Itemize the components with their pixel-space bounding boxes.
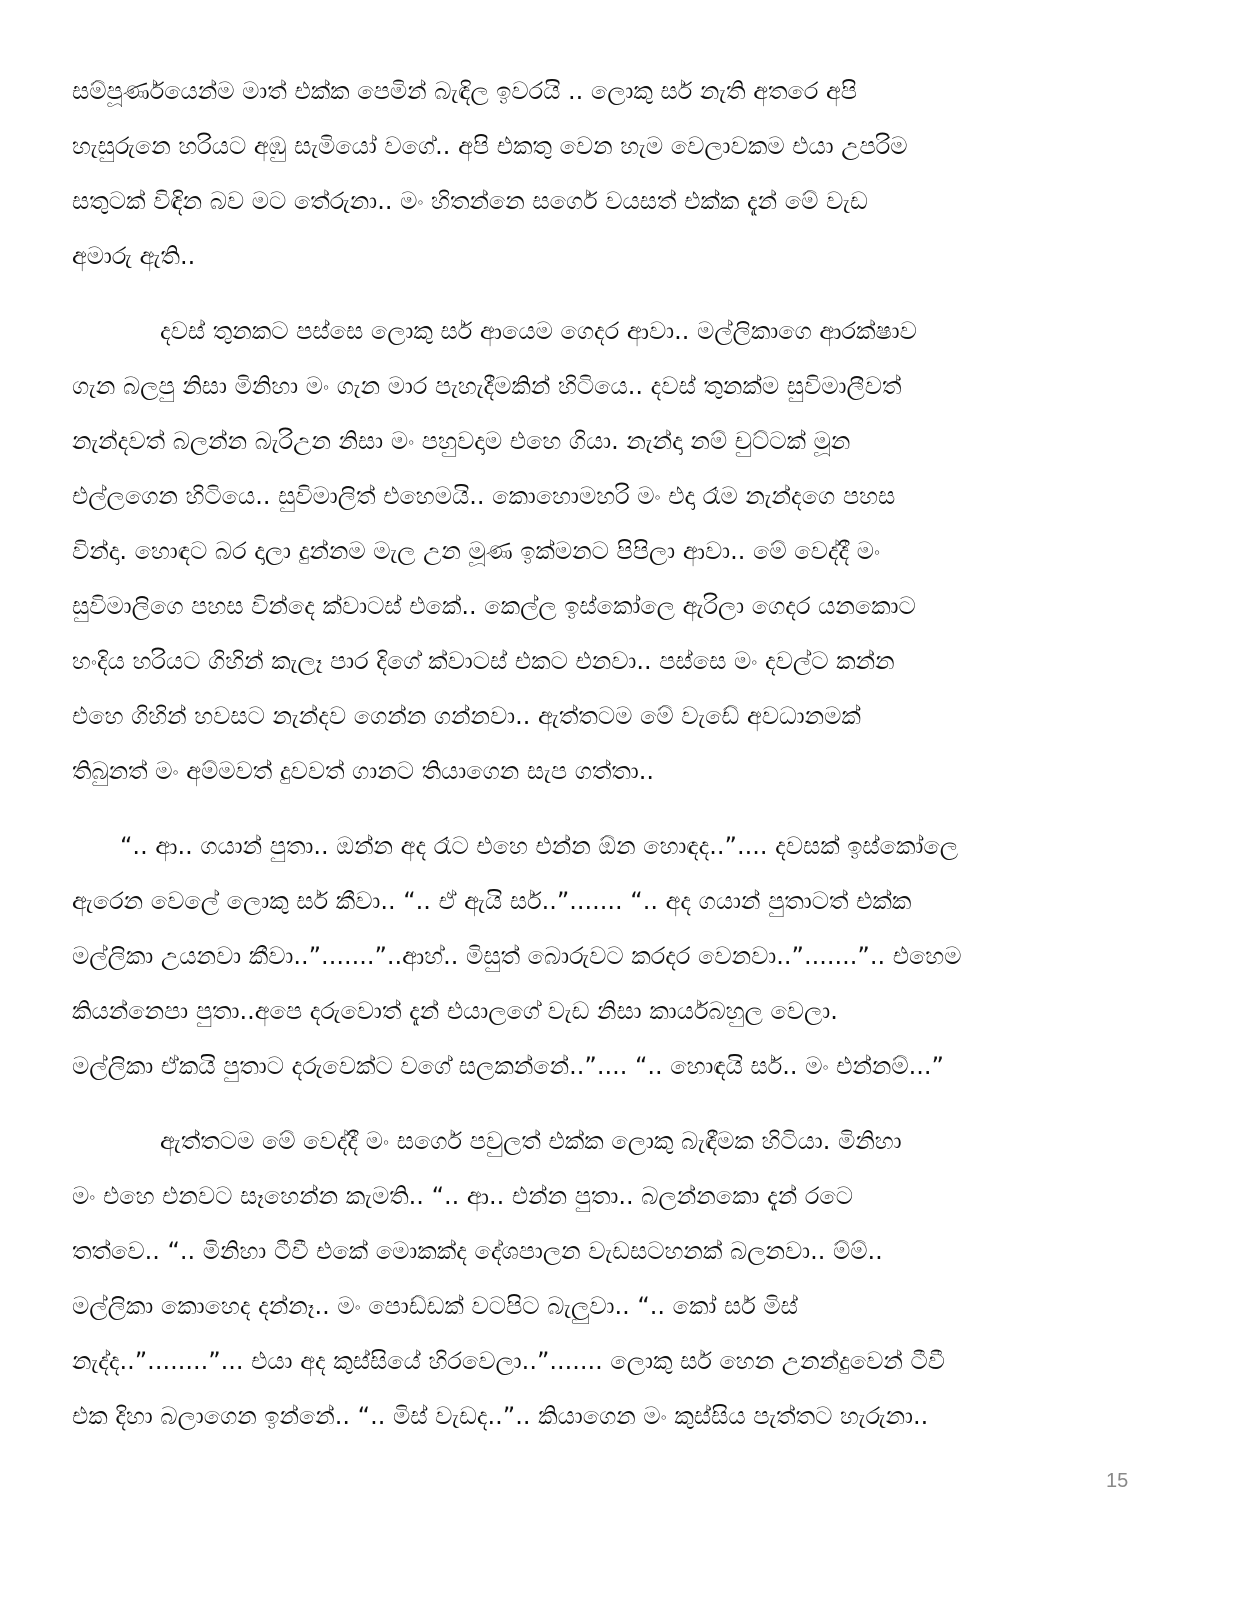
paragraph-3 [72, 819, 1152, 1094]
text-line: සතුටක් විඳින බව මට තේරුනා.. මං හිතන්නෙ සර්ගෙ වයසත් එක්ක දැන් මේ වැඩ [72, 187, 868, 215]
text-line: තිබුනත් මං අම්මවත් දුවවත් ගානට තියාගෙන සැප ගත්තා.. [72, 757, 654, 785]
text-line: තත්වෙ.. “.. මිනිහා ටීවී එකේ මොකක්ද දේශපාලන වැඩසටහනක් බලනවා.. ම්ම්.. [72, 1237, 883, 1265]
text-line: නැද්ද..”........”... එයා අද කුස්සියේ හිරවෙලා..”....... ලොකු සර් හෙන උනන්දුවෙන් ටීවී [72, 1347, 945, 1375]
text-line: නැන්දවත් බලන්න බැරිඋන නිසා මං පහුවදාම එහෙ ගියා. නැන්දා නම් චුට්ටක් මූන [72, 427, 851, 455]
text-line: “.. ආ.. ගයාන් පුතා.. ඔන්න අද රෑට එහෙ එන්න ඕන හොඳද..”.... දවසක් ඉස්කෝලෙ [120, 832, 959, 860]
text-line: ගැන බලපු නිසා මිනිහා මං ගැන මාර පැහැදීමකින් හිටියෙ.. දවස් තුනක්ම සුවිමාලීවත් [72, 372, 902, 400]
text-line: දවස් තුනකට පස්සෙ ලොකු සර් ආයෙම ගෙදර ආවා.. මල්ලිකාගෙ ආරක්ෂාව [160, 317, 917, 345]
paragraph-4 [72, 1114, 1152, 1444]
text-line: සුවිමාලිගෙ පහස වින්දෙ ක්වාටස් එකේ.. කෙල්ල ඉස්කෝලෙ ඇරිලා ගෙදර යනකොට [72, 592, 916, 620]
paragraph-1 [72, 64, 1152, 284]
text-line: මල්ලිකා උයනවා කීවා..”.......”..ආහ්.. මිසුත් බොරුවට කරදර වෙනවා..”.......”.. එහෙම [72, 942, 962, 970]
text-line: අමාරු ඇති.. [72, 242, 196, 270]
text-line: එක දිහා බලාගෙන ඉන්නේ.. “.. මිස් වැඩද..”.. කියාගෙන මං කුස්සිය පැත්තට හැරුනා.. [72, 1402, 929, 1430]
text-line: එහෙ ගිහින් හවසට නැන්දව ගෙන්න ගන්නවා.. ඇත්තටම මේ වැඩේ අවධානමක් [72, 702, 861, 730]
text-line: මල්ලිකා ඒකයි පුතාට දරුවෙක්ට වගේ සලකන්නේ..”.... “.. හොඳයි සර්.. මං එන්නම්...” [72, 1052, 944, 1080]
text-line: සම්පූර්ණයෙන්ම මාත් එක්ක පෙමින් බැඳිල ඉවරයි .. ලොකු සර් නැති අතරෙ අපි [72, 77, 857, 105]
text-line: හංදිය හරියට ගිහින් කැලෑ පාර දිගේ ක්වාටස් එකට එනවා.. පස්සෙ මං දවල්ට කන්න [72, 647, 895, 675]
document-body [72, 64, 1152, 1464]
text-line: වින්දා. හොඳට බර දාලා දුන්නම මැල උන මූණ ඉක්මනට පිපිලා ආවා.. මේ වෙද්දී මං [72, 537, 881, 565]
text-line: ඇත්තටම මේ වෙද්දී මං සර්ගෙ පවුලත් එක්ක ලොකු බැඳීමක හිටියා. මිනිහා [160, 1127, 902, 1155]
page-number: 15 [1106, 1470, 1129, 1492]
text-line: කියන්නෙපා පුතා..අපෙ දරුවොත් දැන් එයාලගේ වැඩ නිසා කාර්යබහුල වෙලා. [72, 997, 838, 1025]
text-line: මං එහෙ එනවට සෑහෙන්න කැමති.. “.. ආ.. එන්න පුතා.. බලන්නකො දැන් රටෙ [72, 1182, 853, 1210]
text-line: හැසුරුනෙ හරියට අඹු සැමියෝ වගේ.. අපි එකතු වෙන හැම වෙලාවකම එයා උපරිම [72, 132, 908, 160]
paragraph-2 [72, 304, 1152, 799]
text-line: මල්ලිකා කොහෙද දන්නෑ.. මං පොඩ්ඩක් වටපිට බැලුවා.. “.. කෝ සර් මිස් [72, 1292, 798, 1320]
text-line: ඇරෙන වෙලේ ලොකු සර් කීවා.. “.. ඒ ඇයි සර්..”....... “.. අද ගයාන් පුතාටත් එක්ක [72, 887, 912, 915]
text-line: එල්ලගෙන හිටියෙ.. සුවිමාලිත් එහෙමයි.. කොහොමහරි මං එදා රෑම නැන්දගෙ පහස [72, 482, 896, 510]
